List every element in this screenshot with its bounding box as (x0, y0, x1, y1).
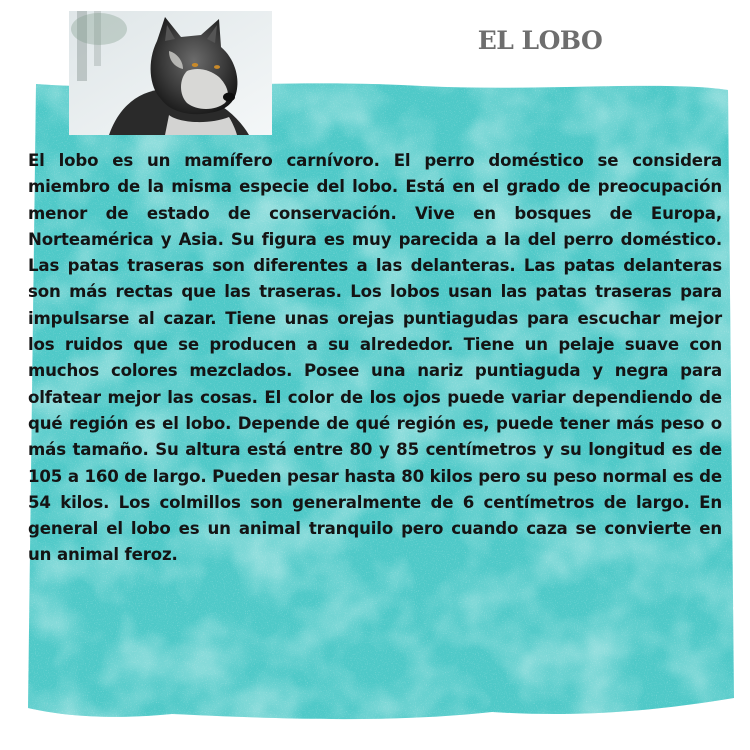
wolf-image (69, 11, 272, 135)
wolf-photo (69, 11, 272, 135)
page-title: EL LOBO (477, 26, 603, 55)
body-paragraph: El lobo es un mamífero carnívoro. El perro doméstico se considera miembro de la misma especie del lobo. Está en el grado de preocupación menor de estado de conservación. Vive en bosques de Europa, Norteamérica y Asia. Su figura es muy parecida a la del perro doméstico. Las patas traseras son diferentes a las delanteras. Las patas delanteras son más rectas que las traseras. Los lobos usan las patas traseras para impulsarse al cazar. Tiene unas orejas puntiagudas para escuchar mejor los ruidos que se producen a su alrededor. Tiene un pelaje suave con muchos colores mezclados. Posee una nariz puntiaguda y negra para olfatear mejor las cosas. El color de los ojos puede variar dependiendo de qué región es el lobo. Depende de qué región es, puede tener más peso o más tamaño. Su altura está entre 80 y 85 centímetros y su longitud es de 105 a 160 de largo. Pueden pesar hasta 80 kilos pero su peso normal es de 54 kilos. Los colmillos son generalmente de 6 centímetros de largo. En general el lobo es un animal tranquilo pero cuando caza se convierte en un animal feroz. (28, 151, 722, 565)
